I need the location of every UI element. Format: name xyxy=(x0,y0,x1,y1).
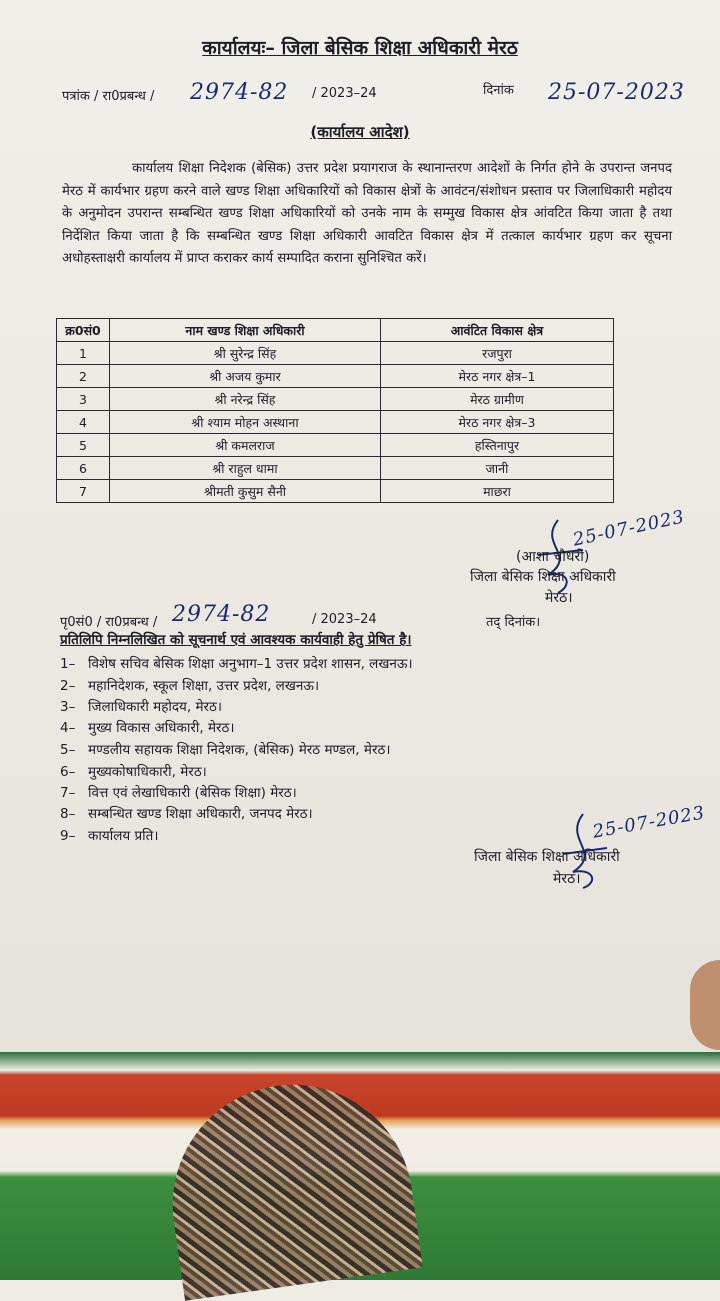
list-item-number: 6– xyxy=(60,764,76,780)
table-header-serial: क्र0सं0 xyxy=(57,319,110,342)
list-item-number: 3– xyxy=(60,699,76,715)
signature1-place: मेरठ। xyxy=(545,590,573,606)
copy-ref-label: पृ0सं0 / रा0प्रबन्ध / xyxy=(60,615,158,630)
allocation-table xyxy=(56,318,614,503)
signature1-name: (आशा चौधरी) xyxy=(516,549,590,565)
copy-ref-number-handwritten: 2974-82 xyxy=(172,602,271,627)
table-row xyxy=(57,434,614,457)
table-cell-officer: श्री नरेन्द्र सिंह xyxy=(110,388,381,411)
date-label: दिनांक xyxy=(483,83,514,98)
signature2-date: 25-07-2023 xyxy=(591,802,707,843)
table-row xyxy=(57,411,614,434)
list-item-number: 9– xyxy=(60,828,76,844)
table-cell-serial: 6 xyxy=(57,457,110,480)
list-item-text: जिलाधिकारी महोदय, मेरठ। xyxy=(88,699,223,715)
list-item-text: विशेष सचिव बेसिक शिक्षा अनुभाग–1 उत्तर प्रदेश शासन, लखनऊ। xyxy=(88,656,413,672)
table-cell-serial: 7 xyxy=(57,480,110,503)
list-item-text: मुख्यकोषाधिकारी, मेरठ। xyxy=(88,764,207,780)
table-header-row xyxy=(57,319,614,342)
table-cell-area: माछरा xyxy=(381,480,614,503)
list-item-number: 8– xyxy=(60,806,76,822)
list-item xyxy=(60,826,158,844)
table-cell-area: हस्तिनापुर xyxy=(381,434,614,457)
date-handwritten: 25-07-2023 xyxy=(548,80,685,105)
list-item xyxy=(60,718,235,736)
table-cell-officer: श्री सुरेन्द्र सिंह xyxy=(110,342,381,365)
ref-year: / 2023–24 xyxy=(312,86,377,101)
table-header-area: आवंटित विकास क्षेत्र xyxy=(381,319,614,342)
table-cell-serial: 4 xyxy=(57,411,110,434)
table-cell-officer: श्री राहुल धामा xyxy=(110,457,381,480)
table-header-officer: नाम खण्ड शिक्षा अधिकारी xyxy=(110,319,381,342)
table-cell-area: जानी xyxy=(381,457,614,480)
signature1-designation: जिला बेसिक शिक्षा अधिकारी xyxy=(470,569,616,585)
table-cell-officer: श्री श्याम मोहन अस्थाना xyxy=(110,411,381,434)
table-row xyxy=(57,342,614,365)
list-item xyxy=(60,762,207,780)
list-item-number: 5– xyxy=(60,742,76,758)
table-cell-area: मेरठ नगर क्षेत्र–3 xyxy=(381,411,614,434)
list-item xyxy=(60,676,319,694)
signature1-date: 25-07-2023 xyxy=(571,506,687,551)
list-item xyxy=(60,654,413,672)
ref-number-handwritten: 2974-82 xyxy=(190,80,289,105)
order-subject: (कार्यालय आदेश) xyxy=(310,123,410,141)
ref-label: पत्रांक / रा0प्रबन्ध / xyxy=(62,89,155,104)
copy-ref-year: / 2023–24 xyxy=(312,612,377,627)
table-cell-area: मेरठ ग्रामीण xyxy=(381,388,614,411)
signature2-place: मेरठ। xyxy=(553,871,581,887)
copy-heading: प्रतिलिपि निम्नलिखित को सूचनार्थ एवं आवश्यक कार्यवाही हेतु प्रेषित है। xyxy=(60,632,412,648)
table-cell-serial: 1 xyxy=(57,342,110,365)
list-item-number: 1– xyxy=(60,656,76,672)
signature2-designation: जिला बेसिक शिक्षा अधिकारी xyxy=(474,849,620,865)
table-row xyxy=(57,457,614,480)
table-row xyxy=(57,480,614,503)
table-cell-serial: 3 xyxy=(57,388,110,411)
list-item-text: महानिदेशक, स्कूल शिक्षा, उत्तर प्रदेश, लखनऊ। xyxy=(88,678,320,694)
copy-date-label: तद् दिनांक। xyxy=(486,615,541,630)
list-item-number: 7– xyxy=(60,785,76,801)
table-row xyxy=(57,365,614,388)
table-cell-serial: 5 xyxy=(57,434,110,457)
table-cell-officer: श्री अजय कुमार xyxy=(110,365,381,388)
list-item xyxy=(60,740,390,758)
list-item-number: 2– xyxy=(60,678,76,694)
list-item-text: कार्यालय प्रति। xyxy=(88,828,159,844)
table-cell-officer: श्रीमती कुसुम सैनी xyxy=(110,480,381,503)
list-item xyxy=(60,804,313,822)
list-item-text: मुख्य विकास अधिकारी, मेरठ। xyxy=(88,720,235,736)
office-title: कार्यालयः– जिला बेसिक शिक्षा अधिकारी मेरठ xyxy=(202,37,518,59)
finger-thumb xyxy=(690,960,720,1050)
list-item xyxy=(60,783,297,801)
table-cell-officer: श्री कमलराज xyxy=(110,434,381,457)
table-row xyxy=(57,388,614,411)
list-item-text: वित्त एवं लेखाधिकारी (बेसिक शिक्षा) मेरठ। xyxy=(88,785,297,801)
order-body-text: कार्यालय शिक्षा निदेशक (बेसिक) उत्तर प्रदेश प्रयागराज के स्थानान्तरण आदेशों के निर्गत होने के उपरान्त जनपद मेरठ में कार्यभार ग्रहण करने वाले खण्ड शिक्षा अधिकारियों को विकास क्षेत्रों के आवंटन/संशोधन प्रस्ताव पर जिलाधिकारी महोदय के अनुमोदन उपरान्त सम्बन्धित खण्ड शिक्षा अधिकारियों को उनके नाम के सम्मुख विकास क्षेत्र आंवटित किया जाता है तथा निर्देशित किया जाता है कि सम्बन्धित खण्ड शिक्षा अधिकारी आवटित विकास क्षेत्र में तत्काल कार्यभार ग्रहण कर सूचना अधोहस्ताक्षरी कार्यालय में प्राप्त कराकर कार्य सम्पादित कराना सुनिश्चित करें। xyxy=(62,161,672,266)
table-cell-area: मेरठ नगर क्षेत्र–1 xyxy=(381,365,614,388)
list-item-number: 4– xyxy=(60,720,76,736)
list-item-text: मण्डलीय सहायक शिक्षा निदेशक, (बेसिक) मेरठ मण्डल, मेरठ। xyxy=(88,742,391,758)
table-cell-serial: 2 xyxy=(57,365,110,388)
list-item-text: सम्बन्धित खण्ड शिक्षा अधिकारी, जनपद मेरठ। xyxy=(88,806,313,822)
list-item xyxy=(60,697,222,715)
table-cell-area: रजपुरा xyxy=(381,342,614,365)
